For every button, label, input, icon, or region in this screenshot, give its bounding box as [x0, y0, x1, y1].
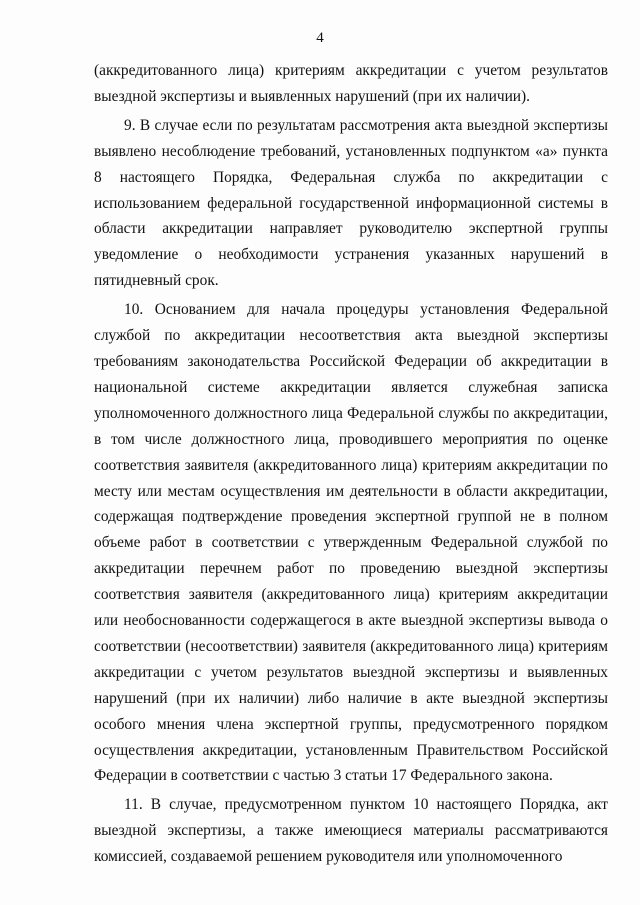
document-body — [94, 58, 608, 870]
paragraph-continuation: (аккредитованного лица) критериям аккредитации с учетом результатов выездной экспертизы и выявленных нарушений (при их наличии). — [94, 62, 608, 105]
page-number: 4 — [316, 30, 324, 46]
paragraph-item-11: 11. В случае, предусмотренном пунктом 10 настоящего Порядка, акт выездной экспертизы, а также имеющиеся материалы рассматриваются комиссией, создаваемой решением руководителя или уполномоченного — [94, 796, 608, 866]
paragraph-item-10: 10. Основанием для начала процедуры установления Федеральной службой по аккредитации несоответствия акта выездной экспертизы требованиям законодательства Российской Федерации об аккредитации в национальной системе аккредитации является служебная записка уполномоченного должностного лица Федеральной службы по аккредитации, в том числе должностного лица, проводившего мероприятия по оценке соответствия заявителя (аккредитованного лица) критериям аккредитации по месту или местам осуществления им деятельности в области аккредитации, содержащая подтверждение проведения экспертной группой не в полном объеме работ в соответствии с утвержденным Федеральной службой по аккредитации перечнем работ по проведению выездной экспертизы соответствия заявителя (аккредитованного лица) критериям аккредитации или необоснованности содержащегося в акте выездной экспертизы вывода о соответствии (несоответствии) заявителя (аккредитованного лица) критериям аккредитации с учетом результатов выездной экспертизы и выявленных нарушений (при их наличии) либо наличие в акте выездной экспертизы особого мнения члена экспертной группы, предусмотренного порядком осуществления аккредитации, установленным Правительством Российской Федерации в соответствии с частью 3 статьи 17 Федерального закона. — [94, 301, 608, 785]
paragraph-item-9: 9. В случае если по результатам рассмотрения акта выездной экспертизы выявлено несоблюдение требований, установленных подпунктом «а» пункта 8 настоящего Порядка, Федеральная служба по аккредитации с использованием федеральной государственной информационной системы в области аккредитации направляет руководителю экспертной группы уведомление о необходимости устранения указанных нарушений в пятидневный срок. — [94, 116, 608, 290]
